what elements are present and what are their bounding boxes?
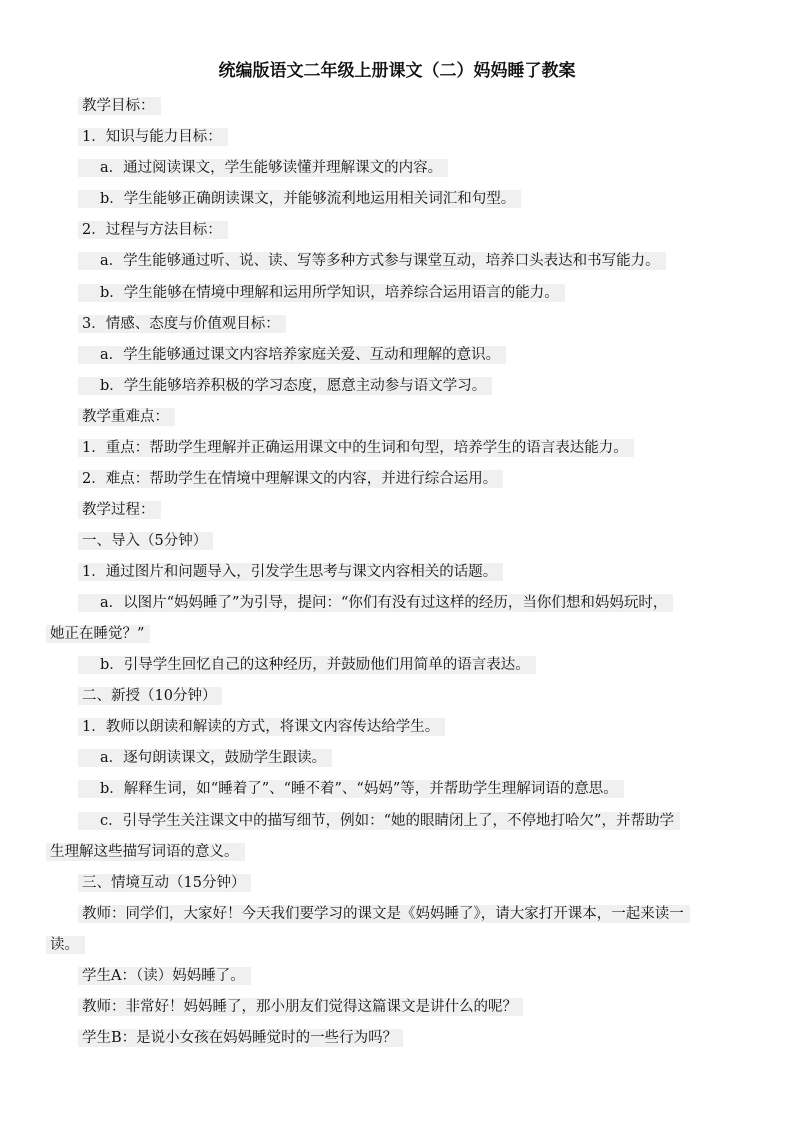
objective-1: 1．知识与能力目标： <box>78 126 228 148</box>
section-1-heading: 一、导入（5分钟） <box>78 530 213 552</box>
section-1-item-1b: b．引导学生回忆自己的这种经历，并鼓励他们用简单的语言表达。 <box>78 654 536 676</box>
section-2-item-1: 1．教师以朗读和解读的方式，将课文内容传达给学生。 <box>78 716 445 738</box>
section-2-item-1c-line-2: 生理解这些描写词语的意义。 <box>46 841 245 863</box>
objective-3: 3．情感、态度与价值观目标： <box>78 313 286 335</box>
objective-3a: a．学生能够通过课文内容培养家庭关爱、互动和理解的意识。 <box>78 344 506 366</box>
objective-1b: b．学生能够正确朗读课文，并能够流利地运用相关词汇和句型。 <box>78 188 521 210</box>
section-1-item-1: 1．通过图片和问题导入，引发学生思考与课文内容相关的话题。 <box>78 561 503 583</box>
section-1-item-1a-line-2: 她正在睡觉？” <box>46 623 150 645</box>
dialogue-student-a: 学生A：（读）妈妈睡了。 <box>78 965 251 987</box>
process-heading: 教学过程： <box>78 499 161 521</box>
objective-2b: b．学生能够在情境中理解和运用所学知识，培养综合运用语言的能力。 <box>78 282 565 304</box>
section-2-item-1a: a．逐句朗读课文，鼓励学生跟读。 <box>78 747 332 769</box>
section-2-heading: 二、新授（10分钟） <box>78 685 222 707</box>
objective-3b: b．学生能够培养积极的学习态度，愿意主动参与语文学习。 <box>78 375 492 397</box>
dialogue-teacher-2: 教师：非常好！妈妈睡了，那小朋友们觉得这篇课文是讲什么的呢？ <box>78 996 523 1018</box>
section-3-heading: 三、情境互动（15分钟） <box>78 872 251 894</box>
dialogue-teacher-1-line-1: 教师：同学们，大家好！今天我们要学习的课文是《妈妈睡了》，请大家打开课本，一起来读一 <box>78 903 690 925</box>
dialogue-student-b: 学生B：是说小女孩在妈妈睡觉时的一些行为吗？ <box>78 1027 403 1049</box>
section-2-item-1c-line-1: c．引导学生关注课文中的描写细节，例如：“她的眼睛闭上了，不停地打哈欠”，并帮助学 <box>78 810 680 832</box>
objectives-heading: 教学目标： <box>78 95 161 117</box>
key-point-2: 2．难点：帮助学生在情境中理解课文的内容，并进行综合运用。 <box>78 468 503 490</box>
objective-1a: a．通过阅读课文，学生能够读懂并理解课文的内容。 <box>78 157 448 179</box>
section-1-item-1a-line-1: a．以图片“妈妈睡了”为引导，提问：“你们有没有过这样的经历，当你们想和妈妈玩时， <box>78 592 673 614</box>
section-2-item-1b: b．解释生词，如“睡着了”、“睡不着”、“妈妈”等，并帮助学生理解词语的意思。 <box>78 778 624 800</box>
dialogue-teacher-1-line-2: 读。 <box>46 934 85 956</box>
objective-2a: a．学生能够通过听、说、读、写等多种方式参与课堂互动，培养口头表达和书写能力。 <box>78 250 666 272</box>
key-points-heading: 教学重难点： <box>78 406 175 428</box>
document-title: 统编版语文二年级上册课文（二）妈妈睡了教案 <box>218 61 576 81</box>
objective-2: 2．过程与方法目标： <box>78 219 228 241</box>
key-point-1: 1．重点：帮助学生理解并正确运用课文中的生词和句型，培养学生的语言表达能力。 <box>78 437 634 459</box>
